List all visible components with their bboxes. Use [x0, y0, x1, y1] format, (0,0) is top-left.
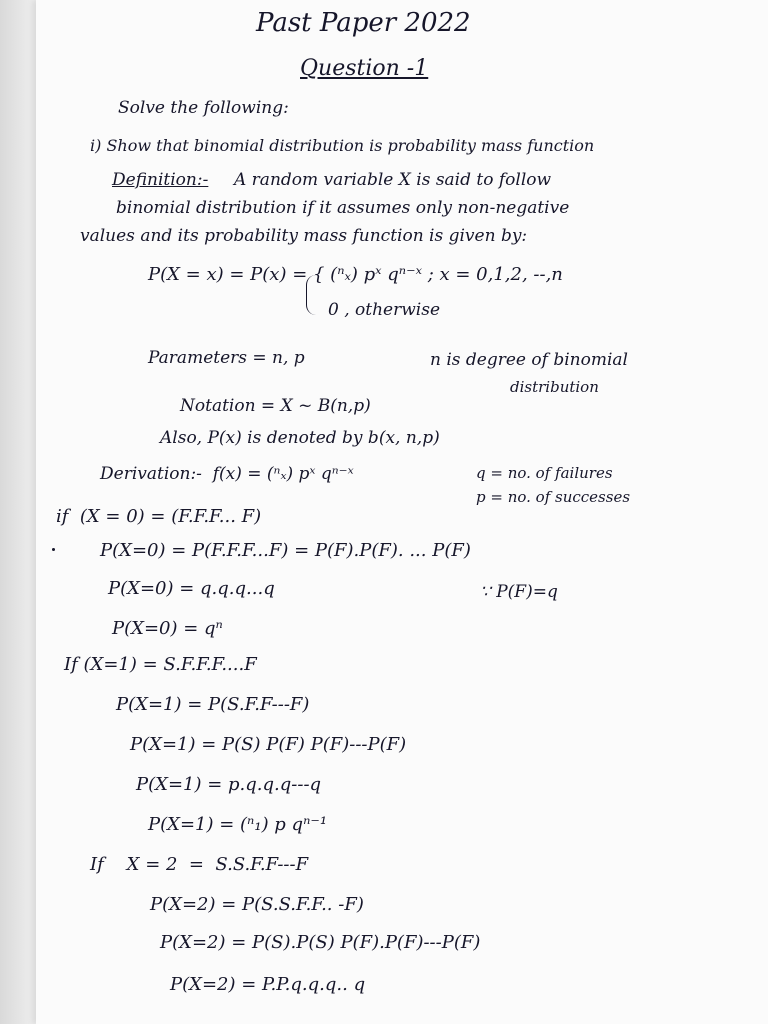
parameters-line: Parameters = n, p	[148, 348, 305, 368]
pmf-otherwise: 0 , otherwise	[328, 300, 441, 320]
case-x0-result: P(X=0) = qⁿ	[112, 618, 223, 639]
definition-line-1: A random variable X is said to follow	[234, 170, 552, 190]
notation-line: Notation = X ~ B(n,p)	[180, 396, 371, 416]
definition-line-2: binomial distribution if it assumes only non-negative	[116, 198, 570, 218]
margin-mark	[52, 548, 55, 551]
derivation-line: Derivation:- f(x) = (ⁿₓ) pˣ qⁿ⁻ˣ	[100, 464, 354, 484]
case-x0-intro: if (X = 0) = (F.F.F... F)	[56, 506, 262, 527]
definition-label: Definition:-	[112, 170, 209, 190]
case-x1-step-3: P(X=1) = p.q.q.q---q	[136, 774, 322, 795]
question-heading: Question -1	[300, 56, 429, 81]
case-x2-step-2: P(X=2) = P(S).P(S) P(F).P(F)---P(F)	[160, 932, 481, 953]
case-x2-step-3: P(X=2) = P.P.q.q.q.. q	[170, 974, 366, 995]
also-line: Also, P(x) is denoted by b(x, n,p)	[160, 428, 440, 448]
parameter-note-1: n is degree of binomial	[430, 350, 628, 370]
page-edge-shadow	[0, 0, 36, 1024]
case-x1-step-1: P(X=1) = P(S.F.F---F)	[116, 694, 310, 715]
parameter-note-2: distribution	[510, 378, 599, 396]
pf-equals-q-note: ∵ P(F)=q	[480, 582, 558, 602]
definition-line-3: values and its probability mass function is given by:	[80, 226, 528, 246]
task-statement: i) Show that binomial distribution is probability mass function	[90, 136, 595, 155]
pmf-formula: P(X = x) = P(x) = { (ⁿₓ) pˣ qⁿ⁻ˣ ; x = 0,1,2, --,n	[148, 264, 563, 285]
solve-instruction: Solve the following:	[118, 98, 289, 118]
case-x1-step-2: P(X=1) = P(S) P(F) P(F)---P(F)	[130, 734, 407, 755]
case-x1-result: P(X=1) = (ⁿ₁) p qⁿ⁻¹	[148, 814, 328, 835]
case-x2-intro: If X = 2 = S.S.F.F---F	[90, 854, 309, 875]
case-x2-step-1: P(X=2) = P(S.S.F.F.. -F)	[150, 894, 364, 915]
case-x1-intro: If (X=1) = S.F.F.F....F	[64, 654, 257, 675]
piecewise-brace	[306, 275, 319, 315]
page-title: Past Paper 2022	[256, 8, 471, 38]
successes-note: p = no. of successes	[476, 488, 631, 506]
case-x0-step-1: P(X=0) = P(F.F.F...F) = P(F).P(F). ... P(F)	[100, 540, 471, 561]
failures-note: q = no. of failures	[476, 464, 613, 482]
case-x0-step-2: P(X=0) = q.q.q...q	[108, 578, 275, 599]
